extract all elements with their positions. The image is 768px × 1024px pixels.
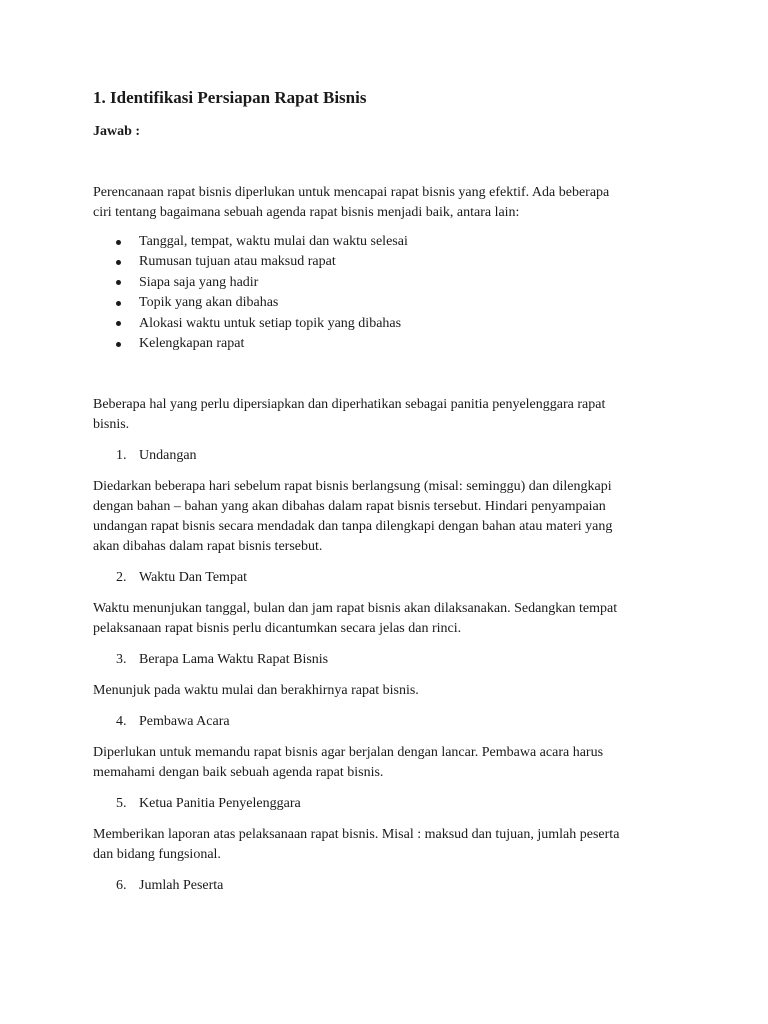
answer-label: Jawab : [93, 124, 141, 139]
item-description [93, 477, 693, 557]
item-description [93, 825, 693, 865]
description-line: Diedarkan beberapa hari sebelum rapat bisnis berlangsung (misal: seminggu) dan dilengkapi [93, 479, 612, 495]
item-number: 6. [116, 878, 127, 894]
bullet-icon [116, 240, 121, 245]
description-line: Waktu menunjukan tanggal, bulan dan jam rapat bisnis akan dilaksanakan. Sedangkan tempat [93, 601, 618, 617]
description-line: Menunjuk pada waktu mulai dan berakhirnya rapat bisnis. [93, 683, 419, 699]
description-line: akan dibahas dalam rapat bisnis tersebut. [93, 539, 323, 555]
description-line: pelaksanaan rapat bisnis perlu dicantumkan secara jelas dan rinci. [93, 621, 462, 637]
section-intro-paragraph [93, 395, 693, 435]
list-item [93, 293, 693, 313]
list-item [93, 252, 693, 272]
list-item-text: Topik yang akan dibahas [139, 295, 279, 311]
description-line: dan bidang fungsional. [93, 847, 221, 863]
list-item-text: Alokasi waktu untuk setiap topik yang dibahas [139, 315, 402, 331]
intro-paragraph [93, 183, 693, 223]
item-number: 2. [116, 570, 127, 586]
description-line: Diperlukan untuk memandu rapat bisnis agar berjalan dengan lancar. Pembawa acara harus [93, 745, 604, 761]
list-item-text: Rumusan tujuan atau maksud rapat [139, 254, 336, 270]
section-intro-line: Beberapa hal yang perlu dipersiapkan dan diperhatikan sebagai panitia penyelenggara rapat [93, 397, 606, 413]
description-line: undangan rapat bisnis secara mendadak dan tanpa dilengkapi dengan bahan atau materi yang [93, 519, 613, 535]
item-title: Undangan [139, 448, 197, 464]
item-title: Berapa Lama Waktu Rapat Bisnis [139, 652, 329, 668]
item-title: Waktu Dan Tempat [139, 570, 248, 586]
bullet-icon [116, 342, 121, 347]
list-item [93, 232, 693, 252]
bullet-icon [116, 260, 121, 265]
item-title: Pembawa Acara [139, 714, 230, 730]
intro-line: ciri tentang bagaimana sebuah agenda rapat bisnis menjadi baik, antara lain: [93, 205, 520, 220]
item-number: 1. [116, 448, 127, 464]
list-item [93, 314, 693, 334]
list-item-text: Tanggal, tempat, waktu mulai dan waktu selesai [139, 234, 408, 249]
section-heading: 1. Identifikasi Persiapan Rapat Bisnis [93, 88, 367, 107]
numbered-item-undangan [93, 446, 693, 466]
item-title: Ketua Panitia Penyelenggara [139, 796, 301, 812]
list-item-text: Kelengkapan rapat [139, 336, 245, 352]
list-item [93, 273, 693, 293]
item-number: 4. [116, 714, 127, 730]
item-number: 3. [116, 652, 127, 668]
numbered-item-waktu-tempat [93, 568, 693, 588]
numbered-item-jumlah-peserta [93, 876, 693, 896]
list-item [93, 334, 693, 354]
intro-line: Perencanaan rapat bisnis diperlukan untuk mencapai rapat bisnis yang efektif. Ada beberapa [93, 185, 610, 200]
numbered-item-ketua-panitia [93, 794, 693, 814]
item-description [93, 599, 693, 639]
numbered-item-lama-waktu [93, 650, 693, 670]
bullet-icon [116, 321, 121, 326]
item-title: Jumlah Peserta [139, 878, 224, 894]
item-description [93, 681, 693, 701]
bullet-icon [116, 280, 121, 285]
description-line: Memberikan laporan atas pelaksanaan rapat bisnis. Misal : maksud dan tujuan, jumlah peserta [93, 827, 620, 843]
list-item-text: Siapa saja yang hadir [139, 274, 259, 290]
item-number: 5. [116, 796, 127, 812]
description-line: memahami dengan baik sebuah agenda rapat bisnis. [93, 765, 384, 781]
item-description [93, 743, 693, 783]
numbered-item-pembawa-acara [93, 712, 693, 732]
document-page [93, 86, 693, 896]
bullet-icon [116, 301, 121, 306]
description-line: dengan bahan – bahan yang akan dibahas dalam rapat bisnis tersebut. Hindari penyampaian [93, 499, 606, 515]
section-intro-line: bisnis. [93, 417, 130, 433]
criteria-list [93, 232, 693, 354]
